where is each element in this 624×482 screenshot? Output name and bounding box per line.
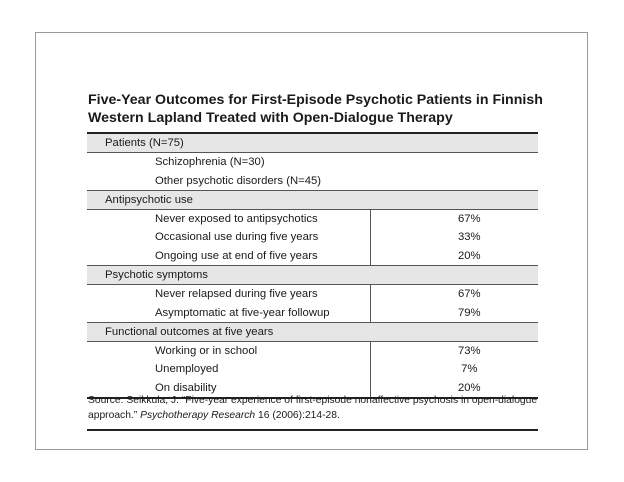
row-label: Never exposed to antipsychotics	[155, 213, 318, 225]
row-value: 67%	[370, 285, 538, 304]
row-label: Other psychotic disorders (N=45)	[155, 174, 322, 187]
table-row	[87, 360, 538, 378]
table-row	[87, 285, 538, 304]
row-value: 67%	[370, 210, 538, 229]
table-row	[87, 246, 538, 266]
bottom-rule	[87, 429, 538, 431]
source-prefix: Source: Seikkula, J. “Five-year experience of first-episode nonaffective psychosis in open-dialogue approach.”	[88, 395, 538, 421]
row-value: 73%	[370, 342, 538, 361]
section-header-functional-outcomes	[87, 323, 538, 342]
table-row	[87, 342, 538, 361]
row-value	[370, 171, 538, 191]
section-title: Patients (N=75)	[87, 133, 538, 153]
row-value: 79%	[370, 303, 538, 323]
title-line-1: Five-Year Outcomes for First-Episode Psychotic Patients in Finnish	[88, 92, 543, 108]
row-label: Schizophrenia (N=30)	[155, 156, 265, 168]
row-label: Never relapsed during five years	[155, 288, 318, 300]
table-row	[87, 210, 538, 229]
row-label: Unemployed	[155, 363, 219, 375]
row-value	[370, 153, 538, 172]
table-row	[87, 228, 538, 246]
outcomes-table	[87, 132, 538, 399]
row-label: Ongoing use at end of five years	[155, 249, 318, 262]
section-header-patients	[87, 133, 538, 153]
table-row	[87, 153, 538, 172]
row-label: Working or in school	[155, 345, 258, 357]
source-citation	[88, 393, 548, 423]
row-value: 7%	[370, 360, 538, 378]
source-suffix: 16 (2006):214-28.	[255, 410, 340, 421]
row-value: 20%	[370, 378, 538, 398]
row-label: On disability	[155, 381, 217, 394]
row-label: Occasional use during five years	[155, 231, 319, 243]
row-label: Asymptomatic at five-year followup	[155, 306, 330, 319]
source-journal: Psychotherapy Research	[140, 410, 256, 421]
section-title: Psychotic symptoms	[87, 266, 538, 285]
table-row	[87, 171, 538, 191]
row-value: 20%	[370, 246, 538, 266]
section-title: Functional outcomes at five years	[87, 323, 538, 342]
section-title: Antipsychotic use	[87, 191, 538, 210]
table-title	[88, 91, 548, 127]
table-row	[87, 303, 538, 323]
section-header-psychotic-symptoms	[87, 266, 538, 285]
title-line-2: Western Lapland Treated with Open-Dialogue Therapy	[88, 110, 453, 126]
row-value: 33%	[370, 228, 538, 246]
section-header-antipsychotic-use	[87, 191, 538, 210]
